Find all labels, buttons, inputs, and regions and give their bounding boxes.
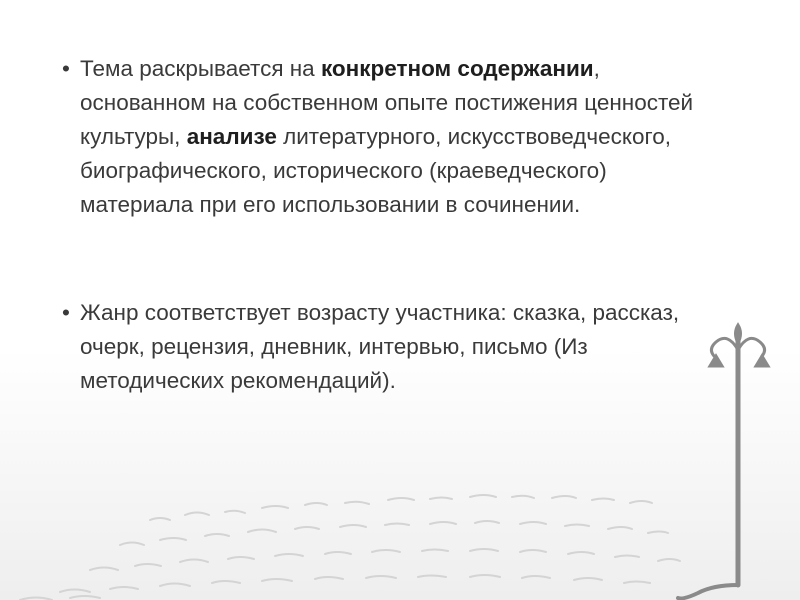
emphasis-concrete-content: конкретном содержании [320, 56, 594, 81]
bullet-item [62, 296, 722, 398]
emphasis-analysis: анализе [186, 124, 277, 149]
bullet-text [80, 56, 693, 217]
bullet-item [62, 52, 722, 222]
bullet-text-segment: литературного, искусствоведческого, биографического, исторического (краеведческого) материала при его использовании в сочинении. [80, 124, 671, 217]
cobblestone-paving-icon [20, 495, 680, 600]
bullet-text [80, 300, 679, 393]
bullet-marker: • [62, 300, 70, 325]
bullet-marker: • [62, 56, 70, 81]
bullet-text-segment: Тема раскрывается на [80, 56, 321, 81]
slide-body [62, 52, 722, 398]
bullet-text-segment: , основанном на собственном опыте постижения ценностей культуры, [80, 56, 694, 149]
bullet-text-segment: Жанр соответствует возрасту участника: сказка, рассказ, очерк, рецензия, дневник, интервью, письмо (Из методических рекомендаций). [80, 300, 680, 393]
